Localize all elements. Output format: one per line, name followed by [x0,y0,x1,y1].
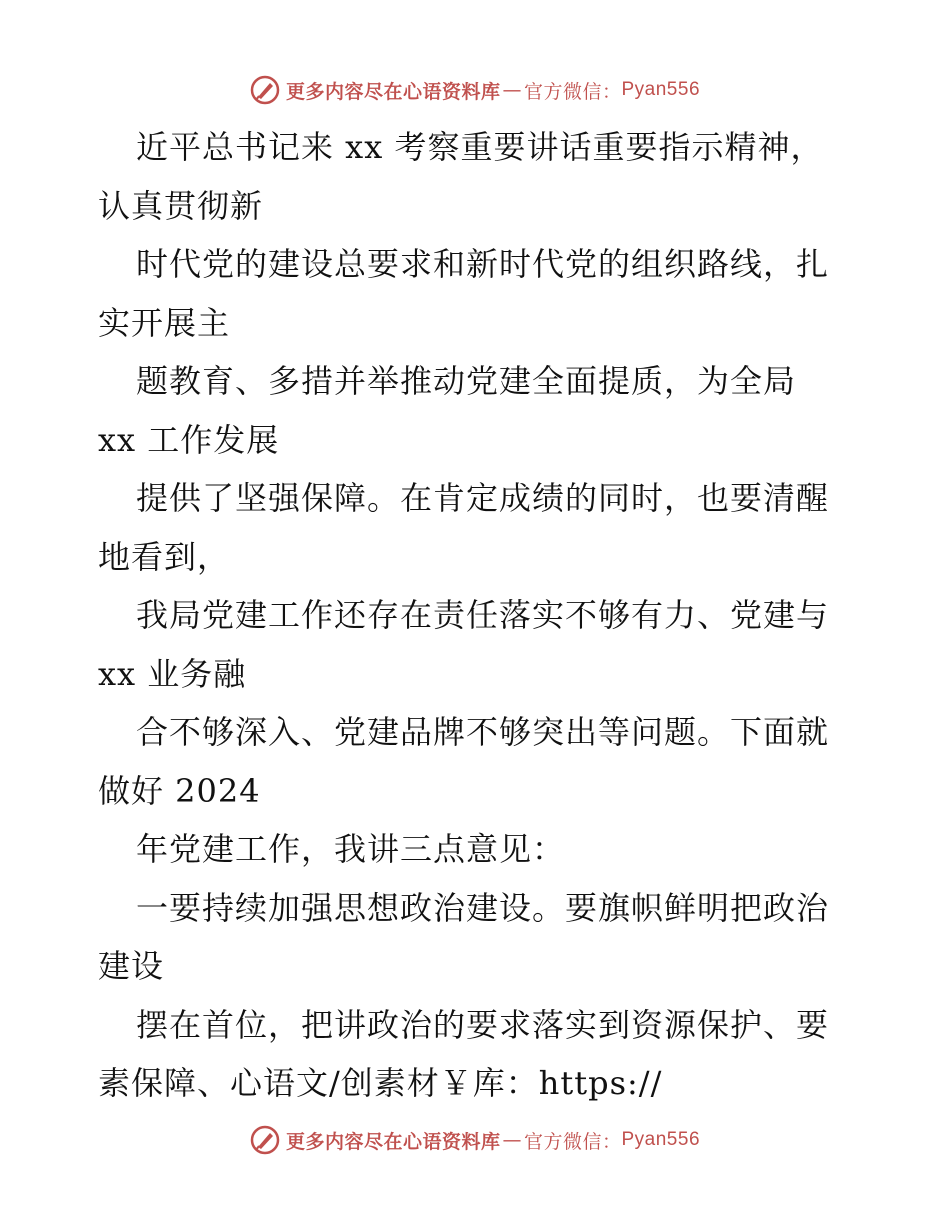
body-line: 近平总书记来 xx 考察重要讲话重要指示精神， [136,128,824,166]
body-line: 一要持续加强思想政治建设。要旗帜鲜明把政治 [136,888,830,927]
body-line: 摆在首位，把讲政治的要求落实到资源保护、要 [136,1005,830,1044]
watermark-site-text: 更多内容尽在心语资料库 [285,1130,501,1153]
body-line: xx 业务融 [98,654,247,693]
body-line: 我局党建工作还存在责任落实不够有力、党建与 [136,596,830,634]
body-line: 建设 [98,947,165,985]
quill-pen-logo-icon [250,75,280,105]
watermark-wechat-label: 官方微信： [523,1130,622,1153]
quill-pen-logo-icon [250,1125,280,1155]
watermark-site-text: 更多内容尽在心语资料库 [285,80,501,103]
body-line: 做好 2024 [98,771,261,810]
body-line: 提供了坚强保障。在肯定成绩的同时，也要清醒 [136,479,830,517]
body-line: 地看到， [98,537,231,576]
watermark-wechat-id: Pyan556 [621,79,701,100]
watermark-dash: — [502,1129,522,1151]
body-line: 题教育、多措并举推动党建全面提质，为全局 [136,362,797,400]
body-line: xx 工作发展 [98,420,280,459]
header-watermark [0,72,950,108]
watermark-dash: — [502,79,522,101]
document-body [98,118,858,1113]
footer-watermark [0,1122,950,1158]
body-line: 实开展主 [98,303,231,342]
body-line: 合不够深入、党建品牌不够突出等问题。下面就 [136,713,830,751]
watermark-wechat-label: 官方微信： [523,80,622,103]
body-line: 认真贯彻新 [98,186,264,225]
body-line: 素保障、心语文/创素材￥库：https:// [98,1064,663,1102]
body-line: 时代党的建设总要求和新时代党的组织路线，扎 [136,245,830,283]
watermark-wechat-id: Pyan556 [621,1129,701,1150]
body-line: 年党建工作，我讲三点意见： [136,830,566,868]
